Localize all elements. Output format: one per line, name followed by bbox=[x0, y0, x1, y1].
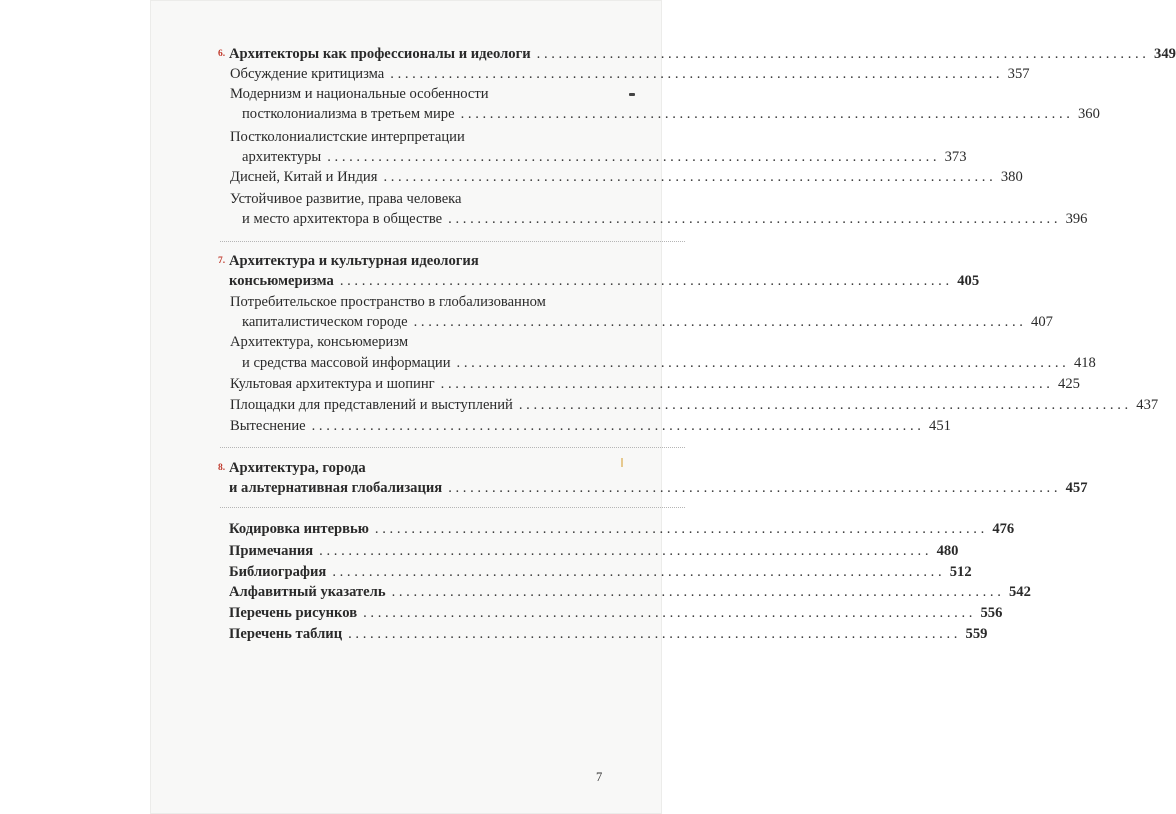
toc-page-number: 405 bbox=[957, 273, 980, 289]
toc-chapter-heading[interactable] bbox=[229, 43, 1176, 65]
toc-page-number: 556 bbox=[980, 605, 1003, 621]
toc-section-text: Устойчивое развитие, права человека bbox=[230, 191, 462, 207]
toc-section-text: Постколониалистские интерпретации bbox=[230, 129, 465, 145]
toc-heading-text: и альтернативная глобализация bbox=[229, 480, 443, 496]
toc-section-text: и место архитектора в обществе bbox=[242, 211, 443, 227]
toc-chapter-heading-continuation[interactable] bbox=[229, 270, 980, 292]
toc-section[interactable] bbox=[230, 394, 1159, 416]
toc-section-text: Вытеснение bbox=[230, 418, 306, 434]
toc-page-number: 357 bbox=[1007, 66, 1030, 82]
toc-chapter-heading-continuation[interactable] bbox=[229, 477, 1088, 499]
toc-section[interactable] bbox=[230, 83, 685, 105]
toc-page-number: 457 bbox=[1065, 480, 1088, 496]
toc-heading-text: консьюмеризма bbox=[229, 273, 334, 289]
section-divider bbox=[220, 241, 685, 243]
toc-section-text: капиталистическом городе bbox=[242, 314, 408, 330]
toc-section-text: Площадки для представлений и выступлений bbox=[230, 397, 513, 413]
toc-appendix-text: Перечень таблиц bbox=[229, 626, 343, 642]
toc-page-number: 542 bbox=[1008, 584, 1031, 600]
toc-section-text: постколониализма в третьем мире bbox=[242, 106, 455, 122]
leader-dots bbox=[461, 103, 1070, 125]
toc-appendix-text: Кодировка интервью bbox=[229, 521, 369, 537]
toc-heading-text: Архитектура и культурная идеология bbox=[229, 253, 479, 269]
toc-section-continuation[interactable] bbox=[242, 103, 1100, 125]
toc-page-number: 480 bbox=[936, 543, 959, 559]
toc-section-text: Культовая архитектура и шопинг bbox=[230, 376, 435, 392]
leader-dots bbox=[390, 63, 999, 85]
toc-appendix-text: Библиография bbox=[229, 564, 327, 580]
leader-dots bbox=[375, 518, 984, 540]
toc-section[interactable] bbox=[230, 126, 685, 148]
toc-section[interactable] bbox=[230, 331, 685, 353]
toc-page-number: 373 bbox=[944, 149, 967, 165]
toc-page-number: 559 bbox=[965, 626, 988, 642]
leader-dots bbox=[448, 208, 1057, 230]
toc-section-text: Дисней, Китай и Индия bbox=[230, 169, 378, 185]
leader-dots bbox=[441, 373, 1050, 395]
toc-section[interactable] bbox=[230, 188, 685, 210]
toc-page-number: 349 bbox=[1154, 46, 1176, 62]
toc-page-number: 437 bbox=[1136, 397, 1159, 413]
toc-heading-text: Архитекторы как профессионалы и идеологи bbox=[229, 46, 531, 62]
toc-appendix-text: Примечания bbox=[229, 543, 314, 559]
toc-section-continuation[interactable] bbox=[242, 311, 1053, 333]
toc-section-text: и средства массовой информации bbox=[242, 355, 451, 371]
toc-page-number: 380 bbox=[1000, 169, 1023, 185]
leader-dots bbox=[348, 623, 957, 645]
toc-section-continuation[interactable] bbox=[242, 146, 967, 168]
toc-appendix-text: Перечень рисунков bbox=[229, 605, 358, 621]
toc-page-number: 425 bbox=[1058, 376, 1080, 392]
toc-appendix[interactable] bbox=[229, 602, 1003, 624]
toc-section[interactable] bbox=[230, 373, 1080, 395]
chapter-number: 8. bbox=[218, 463, 226, 473]
toc-section-continuation[interactable] bbox=[242, 208, 1088, 230]
leader-dots bbox=[448, 477, 1057, 499]
toc-section-text: архитектуры bbox=[242, 149, 322, 165]
leader-dots bbox=[312, 415, 921, 437]
toc-section[interactable] bbox=[230, 291, 685, 313]
toc-appendix[interactable] bbox=[229, 581, 1031, 603]
leader-dots bbox=[457, 352, 1066, 374]
leader-dots bbox=[340, 270, 949, 292]
binding-mark bbox=[629, 93, 635, 96]
toc-section-text: Обсуждение критицизма bbox=[230, 66, 385, 82]
toc-page-number: 396 bbox=[1065, 211, 1088, 227]
toc-page-number: 451 bbox=[929, 418, 951, 434]
toc-chapter-heading[interactable] bbox=[229, 457, 685, 479]
chapter-number: 6. bbox=[218, 49, 226, 59]
toc-page-number: 512 bbox=[949, 564, 972, 580]
leader-dots bbox=[519, 394, 1128, 416]
toc-section-text: Потребительское пространство в глобализованном bbox=[230, 294, 546, 310]
leader-dots bbox=[327, 146, 936, 168]
leader-dots bbox=[363, 602, 972, 624]
book-page bbox=[150, 0, 1176, 814]
toc-page-number: 407 bbox=[1031, 314, 1053, 330]
page-number: 7 bbox=[596, 770, 603, 784]
leader-dots bbox=[332, 561, 941, 583]
toc-section-text: Архитектура, консьюмеризм bbox=[230, 334, 409, 350]
toc-appendix[interactable] bbox=[229, 623, 988, 645]
toc-section[interactable] bbox=[230, 63, 1030, 85]
toc-appendix[interactable] bbox=[229, 561, 972, 583]
leader-dots bbox=[383, 166, 992, 188]
section-divider bbox=[220, 507, 685, 509]
section-divider bbox=[220, 447, 685, 449]
leader-dots bbox=[319, 540, 928, 562]
toc-section[interactable] bbox=[230, 415, 951, 437]
toc-page-number: 418 bbox=[1073, 355, 1096, 371]
toc-appendix-text: Алфавитный указатель bbox=[229, 584, 386, 600]
toc-chapter-heading[interactable] bbox=[229, 250, 685, 272]
toc-heading-text: Архитектура, города bbox=[229, 460, 366, 476]
chapter-number: 7. bbox=[218, 256, 226, 266]
print-mark bbox=[621, 458, 623, 467]
toc-page-number: 476 bbox=[992, 521, 1015, 537]
toc-section-text: Модернизм и национальные особенности bbox=[230, 86, 489, 102]
toc-page-number: 360 bbox=[1078, 106, 1100, 122]
toc-section-continuation[interactable] bbox=[242, 352, 1096, 374]
leader-dots bbox=[392, 581, 1001, 603]
toc-appendix[interactable] bbox=[229, 518, 1015, 540]
toc-section[interactable] bbox=[230, 166, 1023, 188]
toc-appendix[interactable] bbox=[229, 540, 959, 562]
leader-dots bbox=[537, 43, 1146, 65]
leader-dots bbox=[414, 311, 1023, 333]
